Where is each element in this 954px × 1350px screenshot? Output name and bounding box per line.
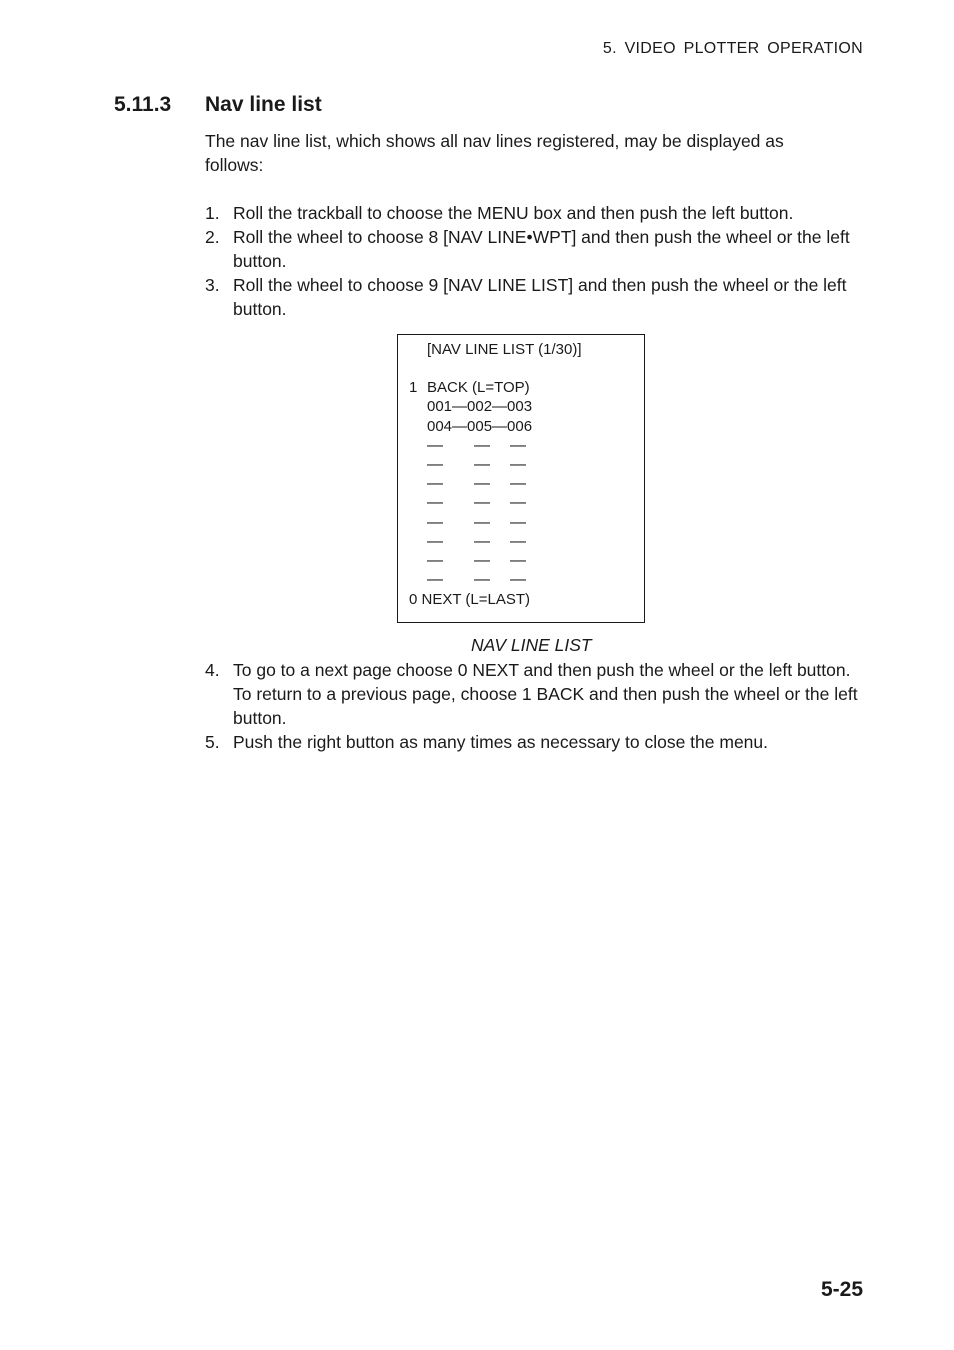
empty-slot: —	[474, 456, 490, 473]
empty-slot: —	[474, 552, 490, 569]
empty-nav-line-row[interactable]	[427, 437, 537, 456]
step-item	[205, 658, 865, 730]
empty-slot: —	[427, 437, 443, 454]
step-number: 1.	[205, 203, 220, 223]
step-text: Roll the trackball to choose the MENU box and then push the left button.	[233, 203, 794, 223]
steps-list-before	[205, 201, 865, 321]
step-text: To go to a next page choose 0 NEXT and then push the wheel or the left button. To return to a previous page, choose 1 BACK and then push the wheel or the left button.	[233, 660, 858, 728]
running-header: 5. VIDEO PLOTTER OPERATION	[602, 40, 863, 57]
empty-nav-line-row[interactable]	[427, 571, 537, 590]
step-item	[205, 225, 865, 273]
empty-slot: —	[474, 514, 490, 531]
step-number: 4.	[205, 660, 220, 680]
empty-slot: —	[427, 514, 443, 531]
empty-slot: —	[474, 571, 490, 588]
section-number: 5.11.3	[114, 93, 172, 116]
empty-slot: —	[510, 475, 526, 492]
section-heading	[114, 93, 322, 117]
empty-slot: —	[474, 437, 490, 454]
empty-slot: —	[510, 552, 526, 569]
empty-slot: —	[427, 533, 443, 550]
step-number: 3.	[205, 275, 220, 295]
nav-line-entry[interactable]: 001—002—003	[427, 398, 533, 415]
step-item	[205, 730, 865, 754]
empty-slot: —	[427, 475, 443, 492]
page-number: 5-25	[820, 1278, 863, 1301]
step-number: 2.	[205, 227, 220, 247]
steps-list-after	[205, 658, 865, 754]
empty-slot: —	[510, 514, 526, 531]
empty-slot: —	[474, 494, 490, 511]
empty-slot: —	[510, 494, 526, 511]
nav-line-entry[interactable]: 004—005—006	[427, 418, 533, 435]
empty-nav-line-row[interactable]	[427, 514, 537, 533]
step-text: Push the right button as many times as necessary to close the menu.	[233, 732, 768, 752]
empty-slot: —	[510, 456, 526, 473]
step-item	[205, 273, 865, 321]
menu-back-number[interactable]: 1	[409, 379, 418, 396]
menu-title: [NAV LINE LIST (1/30)]	[427, 341, 582, 358]
empty-slot: —	[474, 475, 490, 492]
figure-caption: NAV LINE LIST	[471, 635, 592, 655]
menu-back-item[interactable]: BACK (L=TOP)	[427, 379, 530, 396]
intro-paragraph: The nav line list, which shows all nav lines registered, may be displayed as follows:	[205, 131, 784, 175]
empty-slot: —	[510, 437, 526, 454]
empty-slot: —	[427, 571, 443, 588]
empty-nav-line-row[interactable]	[427, 456, 537, 475]
step-number: 5.	[205, 732, 220, 752]
step-text: Roll the wheel to choose 9 [NAV LINE LIST] and then push the wheel or the left button.	[233, 275, 847, 319]
menu-next-item[interactable]: 0 NEXT (L=LAST)	[409, 591, 531, 608]
empty-slot: —	[474, 533, 490, 550]
step-item	[205, 201, 865, 225]
empty-slot: —	[427, 456, 443, 473]
empty-nav-line-row[interactable]	[427, 494, 537, 513]
empty-slot: —	[510, 571, 526, 588]
empty-slot: —	[427, 494, 443, 511]
empty-slot: —	[427, 552, 443, 569]
empty-nav-line-row[interactable]	[427, 533, 537, 552]
empty-nav-line-row[interactable]	[427, 475, 537, 494]
step-text: Roll the wheel to choose 8 [NAV LINE•WPT] and then push the wheel or the left button.	[233, 227, 850, 271]
section-title: Nav line list	[205, 93, 322, 116]
empty-nav-line-row[interactable]	[427, 552, 537, 571]
empty-slot: —	[510, 533, 526, 550]
